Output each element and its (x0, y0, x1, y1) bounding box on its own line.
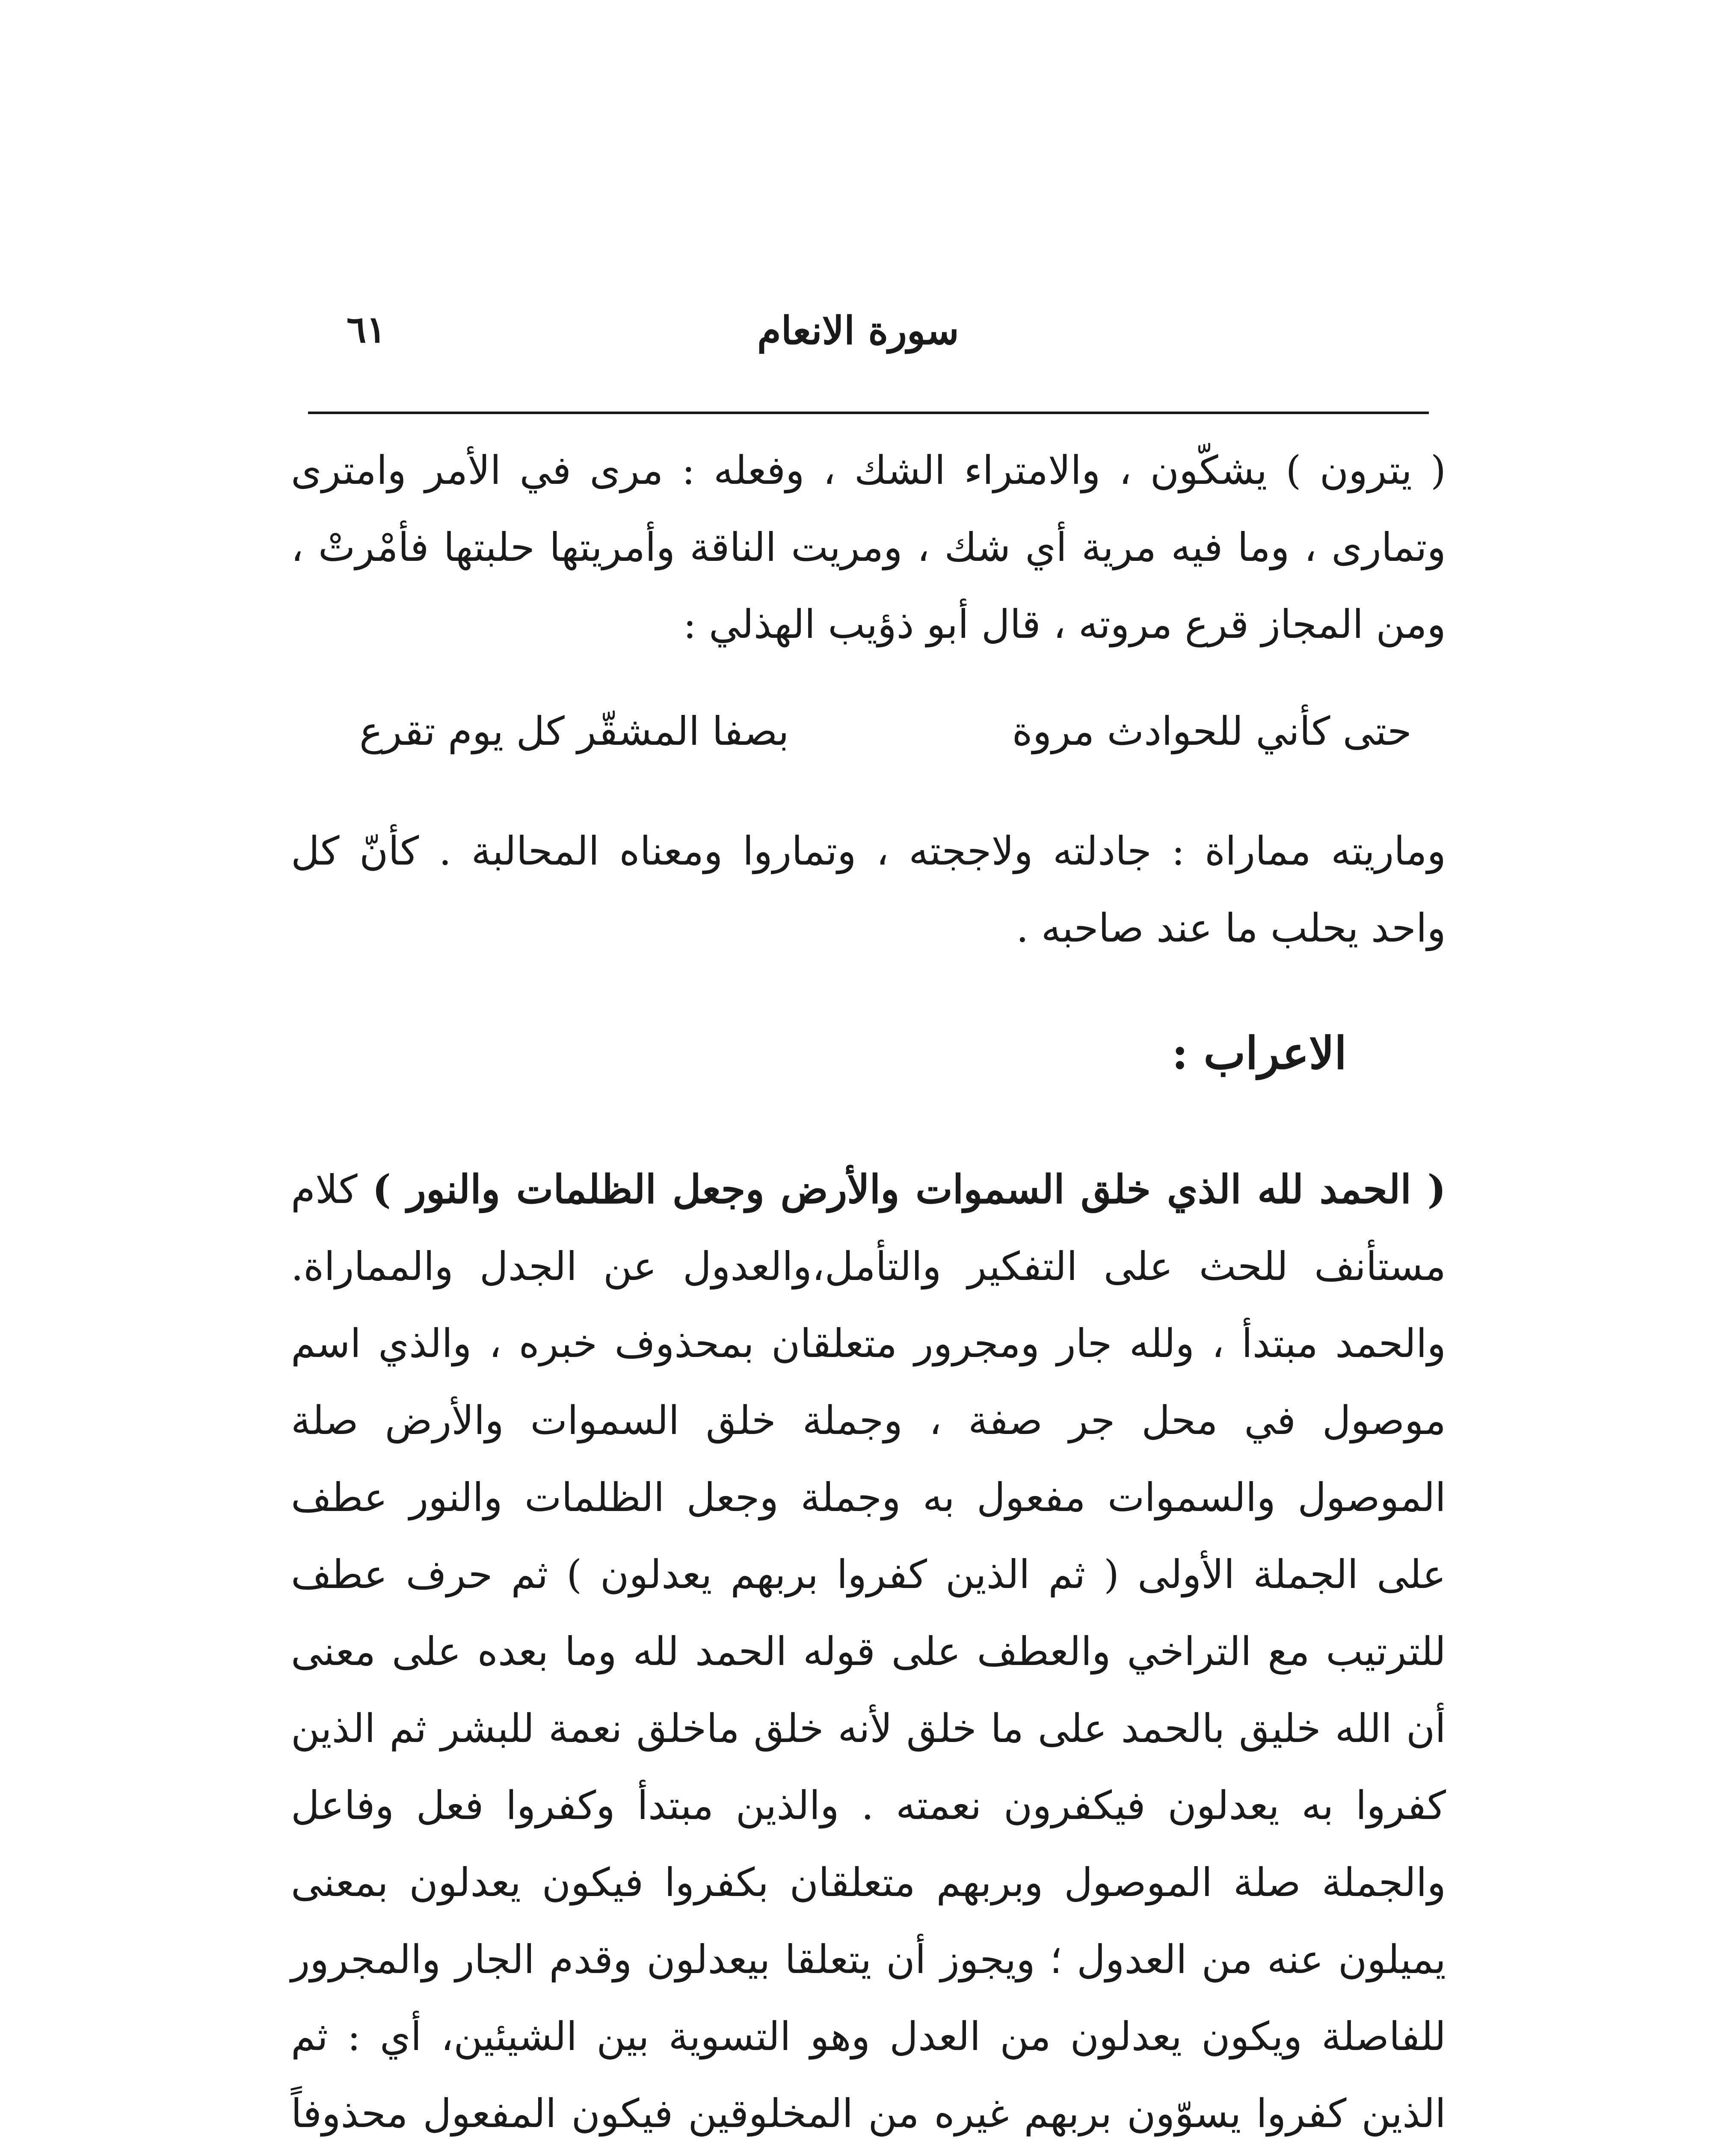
poetry-verse (334, 693, 1412, 770)
page-number: ٦١ (347, 308, 386, 351)
lexicon-paragraph-2: وماريته مماراة : جادلته ولاججته ، وتماروا ومعناه المحالبة . كأنّ كل واحد يحلب ما عند صاحبه . (291, 828, 1446, 951)
verse-first-hemistich: حتى كأني للحوادث مروة (1012, 708, 1412, 754)
surah-title: سورة الانعام (757, 308, 959, 353)
page-header (308, 299, 1429, 359)
header-rule (308, 412, 1429, 414)
verse-second-hemistich: بصفا المشقّر كل يوم تقرع (359, 708, 789, 754)
irab-heading: الاعراب : (1171, 1027, 1347, 1079)
irab-body (291, 1151, 1446, 2139)
irab-analysis: كلام مستأنف للحث على التفكير والتأمل،والعدول عن الجدل والمماراة. والحمد مبتدأ ، ولله جار ومجرور متعلقان بمحذوف خبره ، والذي اسم موصول في محل جر صفة ، وجملة خلق السموات والأرض صلة الموصول والسموات مفعول به وجملة وجعل الظلمات والنور عطف على الجملة الأولى ( ثم الذين كفروا بربهم يعدلون ) ثم حرف عطف للترتيب مع التراخي والعطف على قوله الحمد لله وما بعده على معنى أن الله خليق بالحمد على ما خلق لأنه خلق ماخلق نعمة للبشر ثم الذين كفروا به يعدلون فيكفرون نعمته . والذين مبتدأ وكفروا فعل وفاعل والجملة صلة الموصول وبربهم متعلقان بكفروا فيكون يعدلون بمعنى يميلون عنه من العدول ؛ ويجوز أن يتعلقا بيعدلون وقدم الجار والمجرور للفاصلة ويكون يعدلون من العدل وهو التسوية بين الشيئين، أي : ثم الذين كفروا يسوّون بربهم غيره من المخلوقين فيكون المفعول محذوفاً (291, 1167, 1446, 2136)
quran-quote-1: ( الحمد لله الذي خلق السموات والأرض وجعل الظلمات والنور ) (372, 1166, 1446, 1212)
lexicon-paragraph-1: ( يترون ) يشكّون ، والامتراء الشك ، وفعله : مرى في الأمر وامترى وتمارى ، وما فيه مرية أي شك ، ومريت الناقة وأمريتها حلبتها فأمْرتْ ، ومن المجاز قرع مروته ، قال أبو ذؤيب الهذلي : (291, 447, 1446, 647)
